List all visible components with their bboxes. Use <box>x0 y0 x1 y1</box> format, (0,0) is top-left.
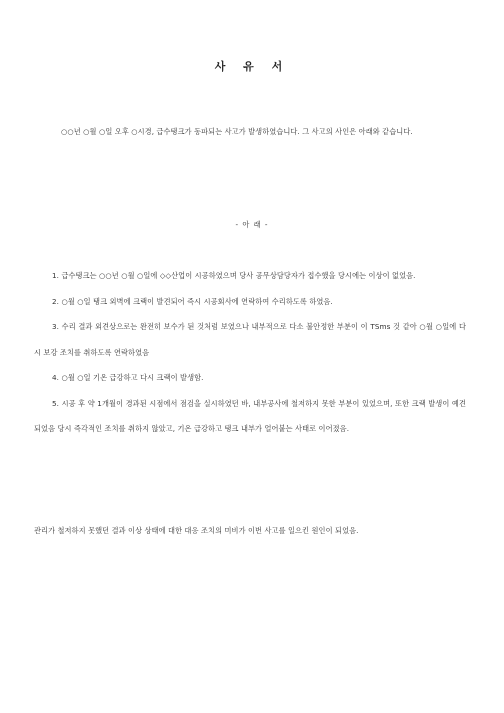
conclusion-paragraph: 관리가 철저하지 못했던 결과 이상 상태에 대한 대응 조치의 미비가 이번 사고를 일으킨 원인이 되었음. <box>34 526 359 535</box>
list-item: 5. 시공 후 약 1개월이 경과된 시점에서 점검을 실시하였던 바, 내부공사에 철저하지 못한 부분이 있었으며, 또한 크랙 발생이 예견되었음 당시 즉각적인 조치를 취하지 않았고, 기온 급강하고 탱크 내부가 얼어붙는 사태로 이어졌음. <box>34 398 466 433</box>
document-title: 사 유 서 <box>214 60 290 73</box>
list-item: 4. ○월 ○일 기온 급강하고 다시 크랙이 발생함. <box>52 373 204 382</box>
list-item: 2. ○월 ○일 탱크 외벽에 크랙이 발견되어 즉시 시공회사에 연락하여 수리하도록 하였음. <box>52 296 333 306</box>
item-list <box>34 263 466 442</box>
list-item: 3. 수리 결과 외견상으로는 완전히 보수가 된 것처럼 보였으나 내부적으로 다소 불안정한 부분이 이 TSms 것 같아 ○월 ○일에 다시 보강 조치를 취하도록 연락하였음 <box>34 322 466 357</box>
intro-paragraph: ○○년 ○월 ○일 오후 ○시경, 급수탱크가 동파되는 사고가 발생하였습니다. 그 사고의 사인은 아래와 같습니다. <box>61 127 413 136</box>
list-item: 1. 급수탱크는 ○○년 ○월 ○일에 ◇◇산업이 시공하였으며 당사 공무상담당자가 접수했을 당시에는 이상이 없었음. <box>52 271 416 280</box>
subheading: - 아 래 - <box>235 220 269 229</box>
